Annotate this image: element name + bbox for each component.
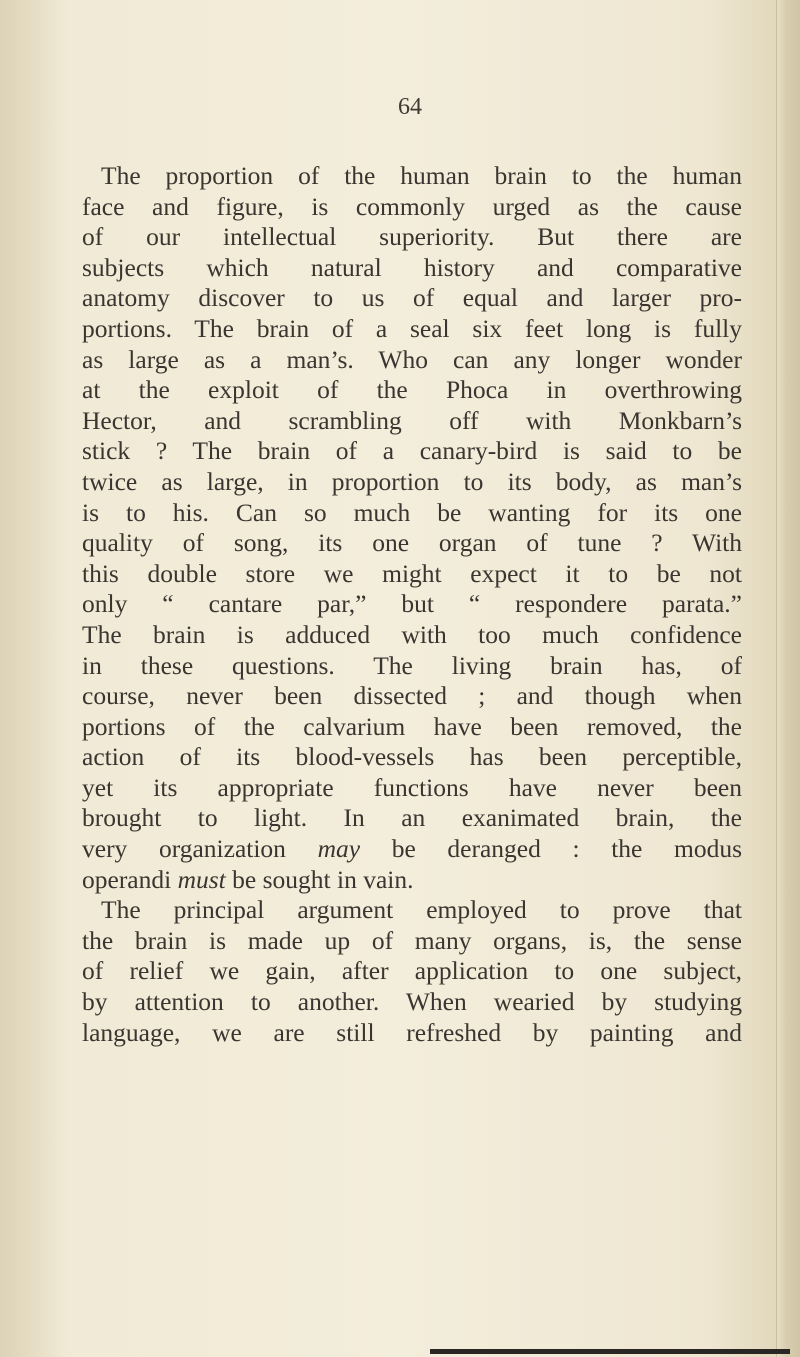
page-number: 64 xyxy=(398,94,422,120)
page-bottom-edge xyxy=(430,1349,790,1354)
text-line: this double store we might expect it to be not xyxy=(82,558,742,588)
text-line: in these questions. The living brain has, of xyxy=(82,650,742,680)
text-line: Hector, and scrambling off with Monkbarn’s xyxy=(82,405,742,435)
text-line: of relief we gain, after application to one subject, xyxy=(82,956,742,986)
text-line: face and figure, is commonly urged as the cause xyxy=(82,191,742,221)
text-line: only “ cantare par,” but “ respondere parata.” xyxy=(82,589,742,619)
text-line: is to his. Can so much be wanting for its one xyxy=(82,497,742,527)
text-line: subjects which natural history and comparative xyxy=(82,252,742,282)
text-line: The principal argument employed to prove that xyxy=(101,895,742,925)
text-line: portions of the calvarium have been removed, the xyxy=(82,711,742,741)
page-gutter-shadow xyxy=(0,0,70,1357)
text-line: the brain is made up of many organs, is, the sense xyxy=(82,925,742,955)
body-text xyxy=(82,161,742,1048)
text-line: quality of song, its one organ of tune ? With xyxy=(82,528,742,558)
text-line: twice as large, in proportion to its body, as man’s xyxy=(82,466,742,496)
text-line: stick ? The brain of a canary-bird is said to be xyxy=(82,436,742,466)
text-line: very organization may be deranged : the modus xyxy=(82,834,742,864)
text-line: operandi must be sought in vain. xyxy=(82,864,414,894)
italic-word: must xyxy=(177,864,226,894)
text-line: course, never been dissected ; and though when xyxy=(82,681,742,711)
text-line: brought to light. In an exanimated brain, the xyxy=(82,803,742,833)
text-line: The brain is adduced with too much confidence xyxy=(82,619,742,649)
text-line: anatomy discover to us of equal and larger pro- xyxy=(82,283,742,313)
text-line: yet its appropriate functions have never been xyxy=(82,772,742,802)
text-line: portions. The brain of a seal six feet long is fully xyxy=(82,313,742,343)
text-line: of our intellectual superiority. But there are xyxy=(82,222,742,252)
page-edge xyxy=(776,0,800,1357)
text-line: The proportion of the human brain to the human xyxy=(101,161,742,190)
text-line: language, we are still refreshed by painting and xyxy=(82,1017,742,1047)
text-line: by attention to another. When wearied by studying xyxy=(82,987,742,1017)
text-line: at the exploit of the Phoca in overthrowing xyxy=(82,375,742,405)
text-line: as large as a man’s. Who can any longer wonder xyxy=(82,344,742,374)
text-line: action of its blood-vessels has been perceptible, xyxy=(82,742,742,772)
italic-word: may xyxy=(317,834,361,864)
